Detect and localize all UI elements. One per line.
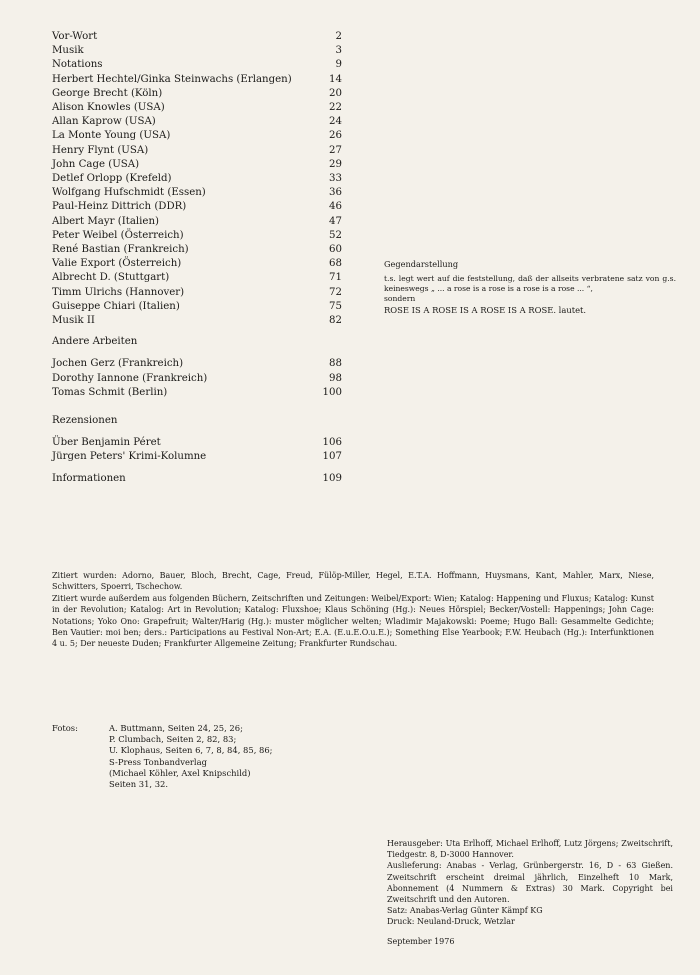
- toc-entry-title: George Brecht (Köln): [52, 87, 163, 99]
- gegendarstellung-block: [384, 258, 676, 316]
- toc-entry-page: 29: [329, 158, 342, 170]
- imprint-date: September 1976: [387, 936, 455, 946]
- toc-entry-title: Tomas Schmit (Berlin): [52, 386, 168, 398]
- toc-entry-page: 100: [322, 386, 342, 398]
- toc-entry-page: 71: [329, 272, 342, 284]
- toc-entry-page: 36: [329, 187, 342, 199]
- toc-entry: [52, 372, 342, 386]
- imprint-druck: Druck: Neuland-Druck, Wetzlar: [387, 917, 515, 927]
- toc-main-list: [52, 30, 342, 328]
- toc-entry-title: Valie Export (Österreich): [52, 258, 182, 270]
- toc-entry-title: Timm Ulrichs (Hannover): [52, 286, 185, 298]
- toc-entry-page: 106: [322, 437, 342, 449]
- toc-entry: [52, 101, 342, 115]
- toc-entry: [52, 300, 342, 314]
- toc-entry: [52, 30, 342, 44]
- toc-entry-title: Albert Mayr (Italien): [52, 215, 159, 227]
- toc-entry: [52, 257, 342, 271]
- toc-entry-page: 107: [322, 451, 342, 463]
- toc-entry-title: Albrecht D. (Stuttgart): [52, 272, 170, 284]
- toc-entry-page: 98: [329, 372, 342, 384]
- toc-entry: [52, 436, 342, 450]
- toc-entry-page: 47: [329, 215, 342, 227]
- toc-entry-page: 26: [329, 130, 342, 142]
- toc-entry-page: 27: [329, 144, 342, 156]
- citations-sources: Zitiert wurde außerdem aus folgenden Büchern, Zeitschriften und Zeitungen: Weibel/Export: Wien; Katalog: Happening und Fluxus; Katalog: Kunst in der Revolution; Katalog: Art in Revolution; Katalog: Fluxshoe; Klaus Schöning (Hg.): Neues Hörspiel; Becker/Vostell: Happenings; John Cage: Notations; Yoko Ono: Grapefruit; Walter/Harig (Hg.): muster möglicher welten; Wladimir Majakowski: Poeme; Hugo Ball: Gesammelte Gedichte; Ben Vautier: moi ben; ders.: Participations au Festival Non-Art; E.A. (E.u.E.O.u.E.); Something Else Yearbook; F.W. Heubach (Hg.): Interfunktionen 4 u. 5; Der neueste Duden; Frankfurter Allgemeine Zeitung; Frankfurter Rundschau.: [52, 593, 654, 649]
- toc-entry: [52, 286, 342, 300]
- toc-entry-title: Detlef Orlopp (Krefeld): [52, 173, 172, 185]
- toc-entry-page: 14: [329, 73, 342, 85]
- toc-entry-title: Allan Kaprow (USA): [52, 116, 156, 128]
- imprint-satz: Satz: Anabas-Verlag Günter Kämpf KG: [387, 906, 543, 916]
- toc-entry: [52, 357, 342, 371]
- toc-entry-title: Paul-Heinz Dittrich (DDR): [52, 201, 187, 213]
- citations-authors: Zitiert wurden: Adorno, Bauer, Bloch, Brecht, Cage, Freud, Fülöp-Miller, Hegel, E.T.A. Hoffmann, Huysmans, Kant, Mahler, Marx, Niese, Schwitters, Spoerri, Tschechow.: [52, 571, 654, 592]
- photo-credit-line: Seiten 31, 32.: [109, 778, 169, 789]
- toc-entry-title: John Cage (USA): [52, 158, 140, 170]
- toc-entry: [52, 386, 342, 400]
- toc-entry-title: Informationen: [52, 472, 126, 484]
- toc-entry-page: 2: [335, 31, 342, 42]
- gegendarstellung-sondern: sondern: [384, 294, 416, 303]
- toc-entry-page: 24: [329, 116, 342, 128]
- toc-entry: [52, 73, 342, 87]
- toc-entry-page: 52: [329, 229, 342, 241]
- toc-entry: [52, 200, 342, 214]
- toc-heading-rezensionen: Rezensionen: [52, 415, 118, 427]
- table-of-contents: [52, 30, 342, 486]
- toc-entry-page: 68: [329, 258, 342, 270]
- toc-heading-andere: Andere Arbeiten: [52, 336, 138, 348]
- toc-entry-title: La Monte Young (USA): [52, 130, 171, 142]
- toc-entry: [52, 271, 342, 285]
- toc-andere-list: [52, 357, 342, 400]
- toc-entry: [52, 229, 342, 243]
- toc-entry-page: 109: [322, 472, 342, 484]
- toc-entry: [52, 144, 342, 158]
- toc-entry: [52, 58, 342, 72]
- photo-credit-line: (Michael Köhler, Axel Knipschild): [109, 767, 251, 778]
- toc-entry: [52, 158, 342, 172]
- toc-entry-title: Wolfgang Hufschmidt (Essen): [52, 187, 206, 199]
- gegendarstellung-text: t.s. legt wert auf die feststellung, daß der allseits verbratene satz von g.s. keineswegs „ ... a rose is a rose is a rose is a rose ... “,: [384, 274, 676, 293]
- toc-entry-page: 60: [329, 244, 342, 256]
- toc-entry-page: 88: [329, 358, 342, 370]
- citations-block: [52, 570, 654, 650]
- gegendarstellung-title: Gegendarstellung: [384, 259, 459, 269]
- toc-entry-informationen: [52, 472, 342, 486]
- toc-entry-page: 3: [335, 45, 342, 57]
- toc-entry: [52, 314, 342, 328]
- toc-entry-page: 33: [329, 173, 342, 185]
- photo-credit-line: A. Buttmann, Seiten 24, 25, 26;: [109, 723, 243, 733]
- toc-entry-title: Dorothy Iannone (Frankreich): [52, 372, 208, 384]
- toc-entry: [52, 243, 342, 257]
- toc-entry-page: 72: [329, 286, 342, 298]
- toc-entry: [52, 450, 342, 464]
- toc-entry-title: Notations: [52, 59, 103, 71]
- imprint-auslieferung: Auslieferung: Anabas - Verlag, Grünbergerstr. 16, D - 63 Gießen. Zweitschrift erscheint dreimal jährlich, Einzelheft 10 Mark, Abonnement (4 Nummern & Extras) 30 Mark. Copyright bei Zweitschrift und den Autoren.: [387, 861, 673, 905]
- toc-entry-title: Jürgen Peters' Krimi-Kolumne: [52, 451, 207, 463]
- photo-credit-line: S-Press Tonbandverlag: [109, 756, 207, 767]
- toc-entry: [52, 186, 342, 200]
- photo-credits-label: Fotos:: [52, 723, 78, 733]
- photo-credit-line: P. Clumbach, Seiten 2, 82, 83;: [109, 734, 237, 745]
- imprint-herausgeber: Herausgeber: Uta Erlhoff, Michael Erlhoff, Lutz Jörgens; Zweitschrift, Tiedgestr. 8, D-3000 Hannover.: [387, 839, 673, 860]
- toc-entry-title: Vor-Wort: [52, 31, 98, 42]
- toc-entry-title: Musik: [52, 45, 84, 57]
- photo-credits-lines: [109, 723, 273, 790]
- toc-entry-page: 82: [329, 315, 342, 327]
- imprint-block: [387, 838, 673, 947]
- toc-entry: [52, 129, 342, 143]
- gegendarstellung-rose: ROSE IS A ROSE IS A ROSE IS A ROSE. lautet.: [384, 305, 587, 315]
- toc-rezensionen-list: [52, 436, 342, 464]
- toc-entry: [52, 215, 342, 229]
- toc-entry-page: 20: [329, 87, 342, 99]
- toc-entry-title: René Bastian (Frankreich): [52, 244, 189, 256]
- toc-entry-page: 46: [329, 201, 342, 213]
- toc-entry-page: 9: [335, 59, 342, 71]
- photo-credit-line: U. Klophaus, Seiten 6, 7, 8, 84, 85, 86;: [109, 745, 273, 756]
- toc-entry: [52, 172, 342, 186]
- toc-entry: [52, 115, 342, 129]
- toc-entry: [52, 44, 342, 58]
- toc-entry-title: Guiseppe Chiari (Italien): [52, 300, 180, 312]
- toc-entry-title: Henry Flynt (USA): [52, 144, 149, 156]
- toc-entry-title: Über Benjamin Péret: [52, 437, 161, 449]
- toc-entry-title: Jochen Gerz (Frankreich): [52, 358, 184, 370]
- toc-entry-title: Peter Weibel (Österreich): [52, 229, 184, 241]
- toc-entry-title: Musik II: [52, 315, 95, 327]
- toc-entry-page: 75: [329, 300, 342, 312]
- toc-entry-title: Herbert Hechtel/Ginka Steinwachs (Erlangen): [52, 73, 292, 85]
- toc-entry-page: 22: [329, 102, 342, 114]
- toc-entry-title: Alison Knowles (USA): [52, 102, 165, 114]
- toc-entry: [52, 87, 342, 101]
